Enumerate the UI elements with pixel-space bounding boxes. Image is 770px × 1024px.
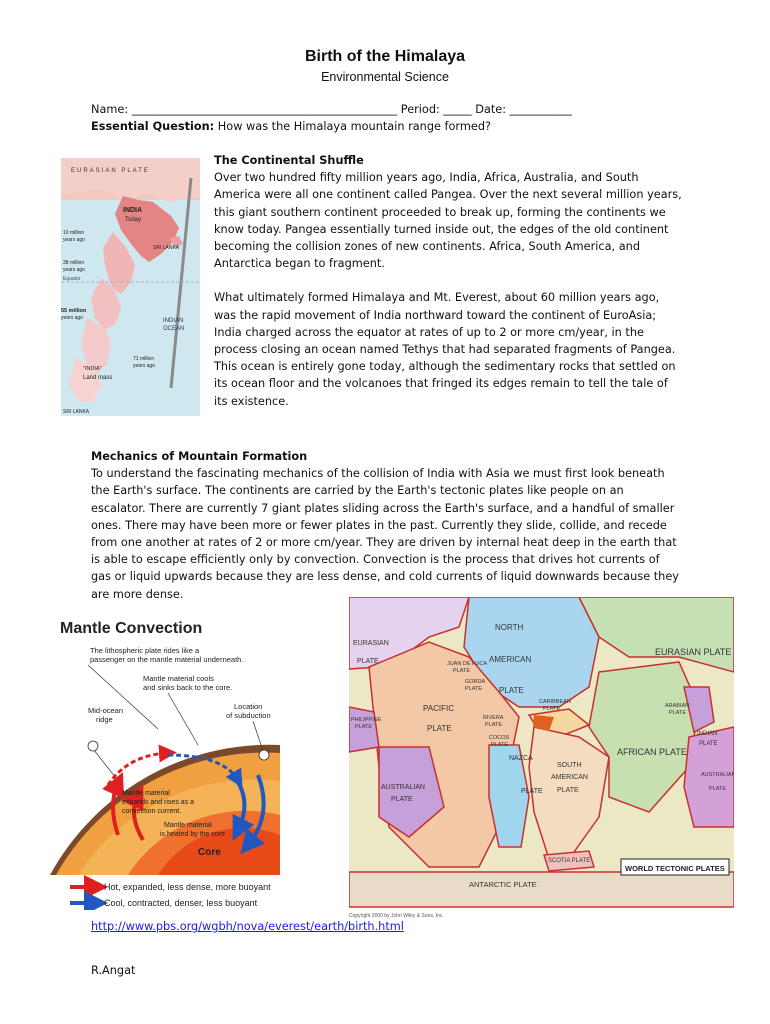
world-tectonic-plates-map (349, 597, 734, 919)
mechanics-section (91, 448, 681, 603)
plate-label-pacific: PACIFIC (423, 704, 454, 713)
plate-label-australian-plate: PLATE (391, 796, 413, 803)
legend-cool-label: Cool, contracted, denser, less buoyant (104, 898, 258, 908)
plate-label-australian: AUSTRALIAN (381, 784, 425, 791)
name-period-date-line: Name: _______________________________________________ Period: _____ Date: ___________ (91, 103, 572, 116)
map-label-landmass: Land mass (83, 375, 113, 381)
plate-label-rivera-plate: PLATE (485, 722, 503, 728)
continental-shuffle-paragraph-2: What ultimately formed Himalaya and Mt. Everest, about 60 million years ago, was the rapid movement of India northward toward the continent of EuroAsia; India charged across the equator at rates of up to 2 or more cm/year, in the process closing an ocean named Tethys that had separated fragments of Pangea. This ocean is entirely gone today, although the sedimentary rocks that settled on its ocean floor and the volcanoes that fringed its edges remain to tell the tale of its existence. (214, 291, 676, 408)
plate-label-african: AFRICAN PLATE (617, 747, 687, 757)
continental-shuffle-heading: The Continental Shuffle (214, 154, 364, 167)
plate-label-juan-de-fuca-plate: PLATE (453, 668, 471, 674)
convection-subduction-1: Location (234, 702, 263, 711)
plate-label-scotia: SCOTIA PLATE (548, 858, 591, 864)
plate-label-indian: INDIAN (697, 731, 718, 737)
plate-label-gorda-plate: PLATE (465, 686, 483, 692)
convection-lith-2: passenger on the mantle material underneath. (90, 655, 244, 664)
mechanics-paragraph: To understand the fascinating mechanics of the collision of India with Asia we must first look beneath the Earth's surface. The continents are carried by the Earth's tectonic plates like people on an escalator. There are currently 7 giant plates sliding across the Earth's surface, and a handful of smaller ones. There may have been more or fewer plates in the past. Currently they slide, collide, and recede from one another at rates of 2 or more cm/year. They are driven by internal heat deep in the earth that is able to escape efficiently only by convection. Convection is the process that drives hot currents of gas or liquid upwards because they are less dense, and cold currents of liquid downwards because they are more dense. (91, 467, 679, 601)
continental-shuffle-paragraph-1: Over two hundred fifty million years ago, India, Africa, Australia, and South America were all one continent called Pangea. Over the next several million years, this giant southern continent proceeded to break up, forming the continents we know today. Pangea essentially turned inside out, the edges of the old continent becoming the collision zones of new continents. Africa, South America, and Antarctica began to fragment. (214, 171, 682, 271)
convection-rise-2: expands and rises as a (122, 799, 194, 806)
legend-hot-label: Hot, expanded, less dense, more buoyant (104, 882, 271, 892)
author: R.Angat (91, 964, 136, 977)
convection-cool-2: and sinks back to the core. (143, 683, 233, 692)
plate-label-antarctic: ANTARCTIC PLATE (469, 880, 537, 889)
map-label-71my: 71 million (133, 356, 155, 362)
page-title: Birth of the Himalaya (304, 48, 466, 65)
plate-label-american: AMERICAN (489, 655, 532, 664)
convection-ridge-1: Mid-ocean (88, 706, 124, 715)
india-drift-map (61, 158, 200, 416)
map-label-71my-b: years ago (133, 363, 155, 369)
page-subtitle: Environmental Science (321, 70, 449, 84)
convection-lith-1: The lithospheric plate rides like a (90, 646, 200, 655)
plate-label-australian-right-plate: PLATE (709, 786, 727, 792)
mechanics-heading: Mechanics of Mountain Formation (91, 450, 308, 463)
plate-label-caribbean: CARIBBEAN (539, 699, 571, 705)
convection-cool-1: Mantle material cools (143, 674, 214, 683)
plate-label-eurasian-right: EURASIAN PLATE (655, 647, 732, 657)
plate-label-cocos-plate: PLATE (491, 742, 509, 748)
plate-label-juan-de-fuca: JUAN DE FUCA (447, 661, 488, 667)
plate-label-na-plate: PLATE (499, 686, 524, 695)
plate-label-nazca-plate: PLATE (521, 788, 543, 795)
map-label-38my-b: years ago (63, 267, 85, 273)
plate-label-nazca: NAZCA (509, 755, 533, 762)
convection-rise-3: convection current. (122, 808, 182, 815)
map-label-sri-lanka-2: SRI LANKA (63, 409, 90, 415)
plate-label-philippine-plate: PLATE (355, 724, 373, 730)
mantle-convection-figure (48, 605, 338, 910)
map-label-india: INDIA (123, 207, 143, 214)
convection-heat-1: Mantle material (164, 822, 212, 829)
plate-label-eurasian-left: EURASIAN (353, 640, 389, 647)
map-label-eurasian-plate: EURASIAN PLATE (71, 168, 150, 174)
convection-title: Mantle Convection (60, 620, 203, 637)
map-label-10my: 10 million (63, 230, 85, 236)
essential-question-label: Essential Question: (91, 120, 215, 133)
source-link[interactable]: http://www.pbs.org/wgbh/nova/everest/earth/birth.html (91, 920, 404, 933)
map-label-india-landmass: "INDIA" (83, 366, 102, 372)
plate-label-arabian-plate: PLATE (669, 710, 687, 716)
convection-subduction-2: of subduction (226, 711, 271, 720)
plate-label-pacific-plate: PLATE (427, 724, 452, 733)
convection-core-label: Core (198, 847, 221, 858)
plate-label-cocos: COCOS (489, 735, 510, 741)
map-caption-world-tectonic-plates: WORLD TECTONIC PLATES (625, 864, 725, 873)
map-label-38my: 38 million (63, 260, 85, 266)
plate-label-philippine: PHILIPPINE (351, 717, 382, 723)
plate-label-south-american-plate: PLATE (557, 787, 579, 794)
plate-label-eurasian-left-plate: PLATE (357, 658, 379, 665)
convection-rise-1: Mantle material (122, 790, 170, 797)
map-label-equator: Equator (63, 276, 81, 282)
plate-label-gorda: GORDA (465, 679, 486, 685)
plate-label-south: SOUTH (557, 762, 582, 769)
continental-shuffle-section (214, 152, 684, 427)
plate-label-australian-right: AUSTRALIAN (701, 772, 734, 778)
map-label-55my: 55 million (61, 308, 87, 314)
convection-heat-2: is heated by the core (160, 831, 225, 838)
map-label-indian: INDIAN (163, 318, 184, 324)
plate-label-south-american: AMERICAN (551, 774, 588, 781)
map-label-today: Today (125, 217, 142, 223)
essential-question-text: How was the Himalaya mountain range formed? (214, 120, 491, 133)
plate-label-rivera: RIVERA (483, 715, 504, 721)
essential-question (91, 118, 491, 135)
map-label-10my-b: years ago (63, 237, 85, 243)
map-label-ocean: OCEAN (163, 326, 185, 332)
plate-label-north: NORTH (495, 623, 524, 632)
map-label-55my-b: years ago (61, 315, 83, 321)
plate-label-arabian: ARABIAN (665, 703, 690, 709)
map-copyright: Copyright 2000 by John Wiley & Sons, Inc. (349, 913, 444, 919)
plate-label-caribbean-plate: PLATE (543, 706, 561, 712)
plate-label-indian-plate: PLATE (699, 741, 718, 747)
map-label-sri-lanka: SRI LANKA (153, 245, 180, 251)
convection-ridge-2: ridge (96, 715, 113, 724)
